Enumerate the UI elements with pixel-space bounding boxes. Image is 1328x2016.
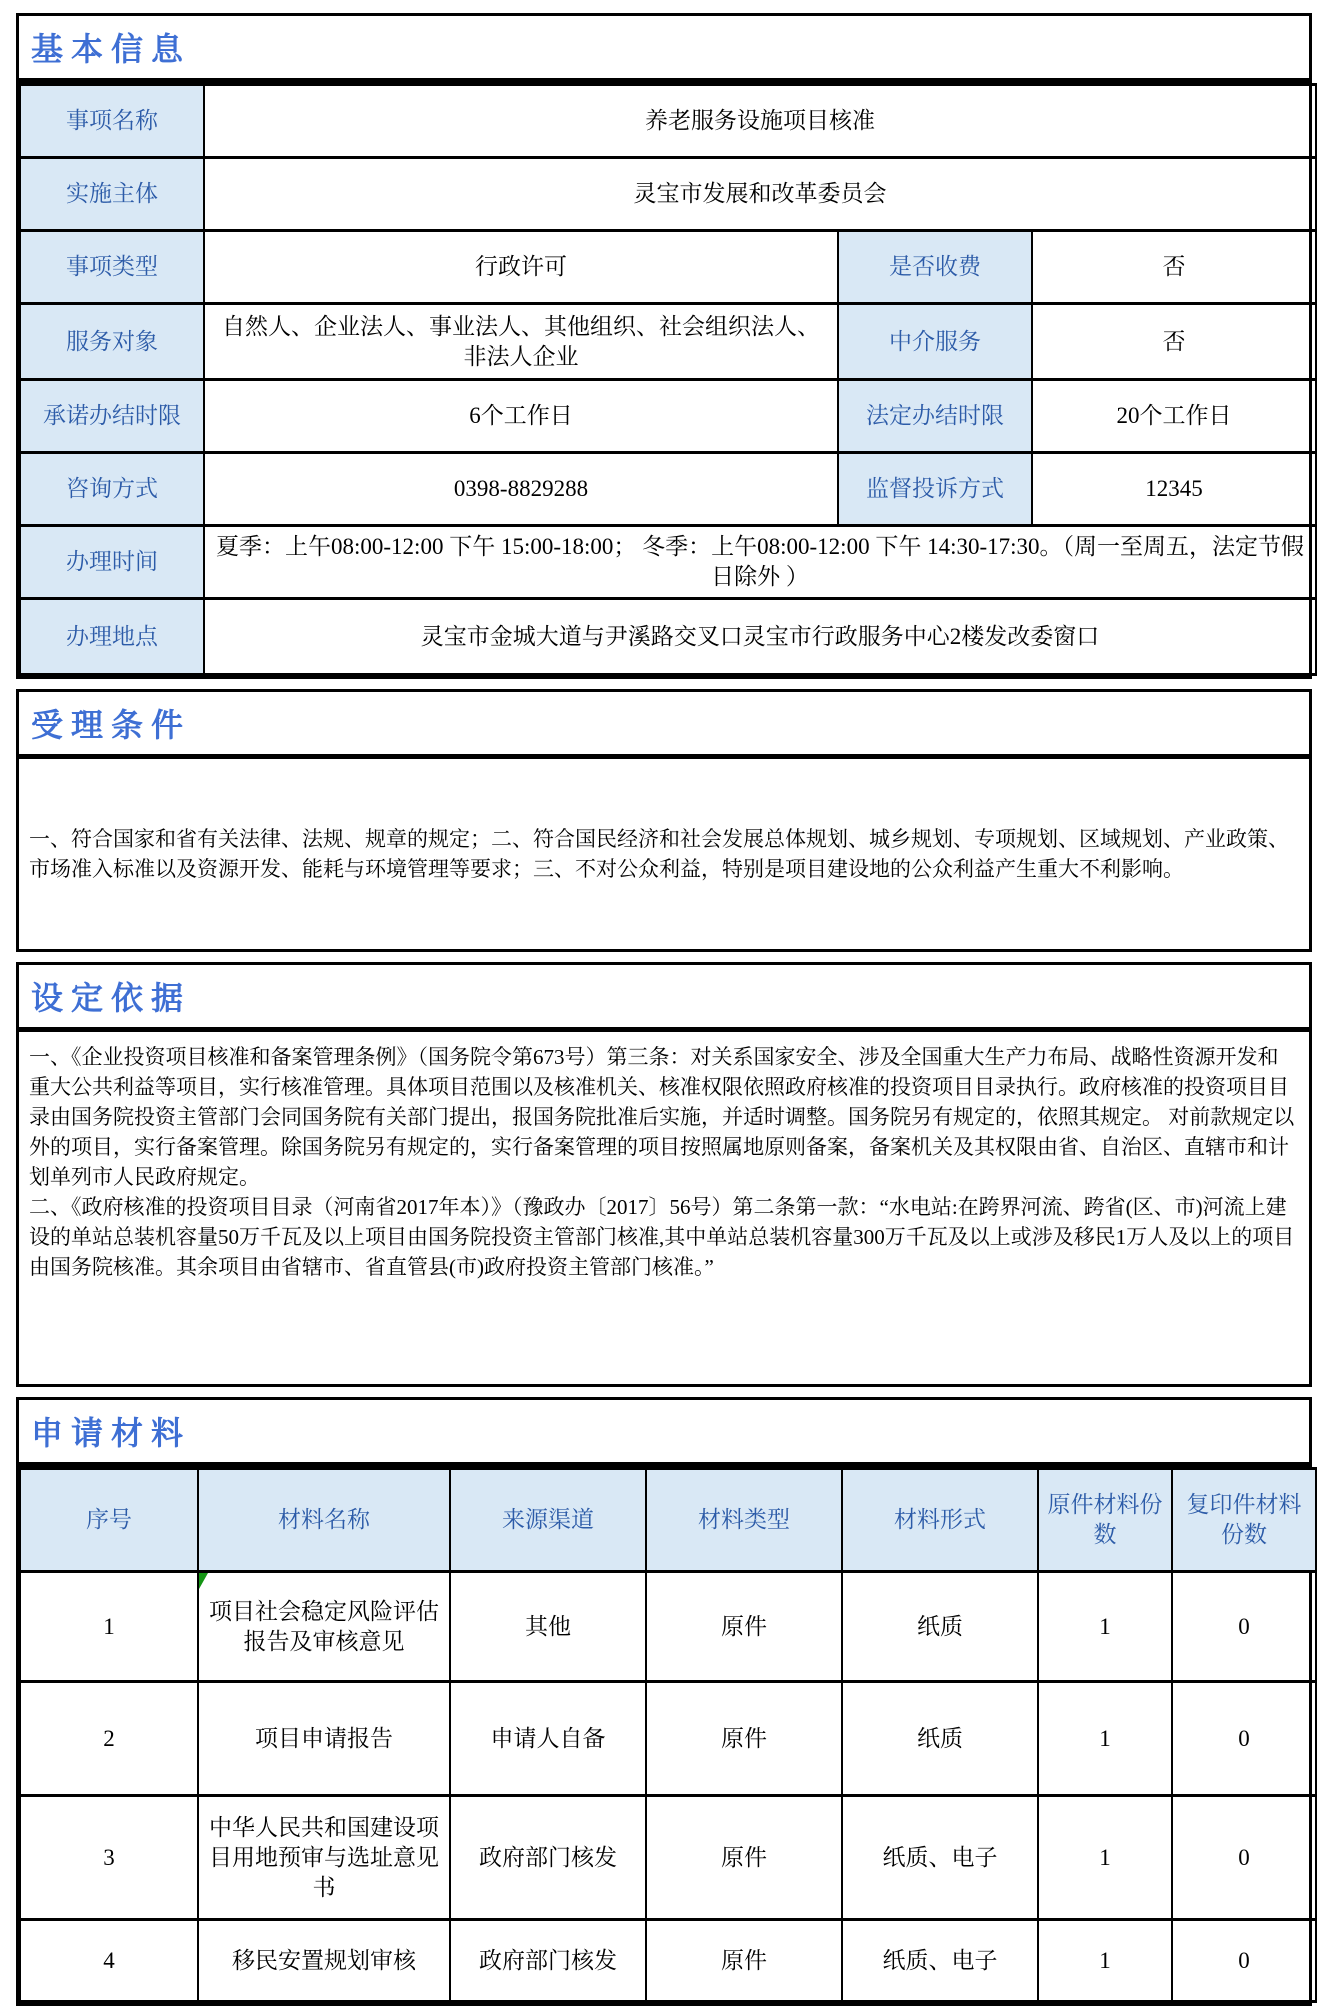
- field-label-item-name: 事项名称: [20, 85, 204, 158]
- material-3-original-copies: 1: [1038, 1796, 1172, 1920]
- field-value-promised-time: 6个工作日: [204, 380, 838, 453]
- col-header-original-copies: 原件材料份数: [1038, 1469, 1172, 1572]
- row-item-name: [20, 85, 1316, 158]
- field-label-intermediary: 中介服务: [838, 304, 1032, 380]
- field-label-promised-time: 承诺办结时限: [20, 380, 204, 453]
- material-1-photocopy-copies: 0: [1172, 1572, 1316, 1682]
- material-2-form: 纸质: [842, 1682, 1038, 1796]
- field-label-office-location: 办理地点: [20, 599, 204, 675]
- material-row-4: [20, 1920, 1316, 2002]
- material-1-name: [198, 1572, 450, 1682]
- acceptance-content: [19, 759, 1309, 949]
- field-label-supervise: 监督投诉方式: [838, 453, 1032, 526]
- material-4-photocopy-copies: 0: [1172, 1920, 1316, 2002]
- col-header-material-form: 材料形式: [842, 1469, 1038, 1572]
- section-title-materials: 申请材料: [19, 1400, 1309, 1467]
- material-4-index: 4: [20, 1920, 198, 2002]
- material-1-source: 其他: [450, 1572, 646, 1682]
- material-4-source: 政府部门核发: [450, 1920, 646, 2002]
- basic-info-section: [16, 13, 1312, 679]
- field-value-charge: 否: [1032, 231, 1316, 304]
- material-3-photocopy-copies: 0: [1172, 1796, 1316, 1920]
- material-3-form: 纸质、电子: [842, 1796, 1038, 1920]
- field-value-office-hours: 夏季：上午08:00-12:00 下午 15:00-18:00； 冬季：上午08:00-12:00 下午 14:30-17:30。（周一至周五，法定节假日除外 ）: [204, 526, 1316, 599]
- field-label-item-type: 事项类型: [20, 231, 204, 304]
- materials-header-row: [20, 1469, 1316, 1572]
- field-value-intermediary: 否: [1032, 304, 1316, 380]
- legal-basis-paragraph-2: 二、《政府核准的投资项目目录（河南省2017年本）》（豫政办〔2017〕56号）第二条第一款：“水电站:在跨界河流、跨省(区、市)河流上建设的单站总装机容量50万千瓦及以上项目由国务院投资主管部门核准,其中单站总装机容量300万千瓦及以上或涉及移民1万人及以上的项目由国务院核准。其余项目由省辖市、省直管县(市)政府投资主管部门核准。”: [29, 1195, 1295, 1279]
- section-title-legal-basis: 设定依据: [19, 965, 1309, 1032]
- field-value-legal-time: 20个工作日: [1032, 380, 1316, 453]
- col-header-source-channel: 来源渠道: [450, 1469, 646, 1572]
- material-2-source: 申请人自备: [450, 1682, 646, 1796]
- field-value-item-type: 行政许可: [204, 231, 838, 304]
- legal-basis-paragraph-1: 一、《企业投资项目核准和备案管理条例》（国务院令第673号）第三条：对关系国家安全、涉及全国重大生产力布局、战略性资源开发和重大公共利益等项目，实行核准管理。具体项目范围以及核准机关、核准权限依照政府核准的投资项目目录执行。政府核准的投资项目目录由国务院投资主管部门会同国务院有关部门提出，报国务院批准后实施，并适时调整。国务院另有规定的，依照其规定。 对前款规定以外的项目，实行备案管理。除国务院另有规定的，实行备案管理的项目按照属地原则备案，备案机关及其权限由省、自治区、直辖市和计划单列市人民政府规定。: [29, 1045, 1295, 1189]
- row-time-limits: [20, 380, 1316, 453]
- field-value-implementer: 灵宝市发展和改革委员会: [204, 158, 1316, 231]
- material-2-photocopy-copies: 0: [1172, 1682, 1316, 1796]
- material-2-original-copies: 1: [1038, 1682, 1172, 1796]
- material-1-original-copies: 1: [1038, 1572, 1172, 1682]
- material-row-1: [20, 1572, 1316, 1682]
- field-label-office-hours: 办理时间: [20, 526, 204, 599]
- material-2-type: 原件: [646, 1682, 842, 1796]
- service-info-page: [16, 13, 1312, 2006]
- col-header-index: 序号: [20, 1469, 198, 1572]
- row-office-hours: [20, 526, 1316, 599]
- section-title-basic-info: 基本信息: [19, 16, 1309, 83]
- col-header-photocopy-copies: 复印件材料份数: [1172, 1469, 1316, 1572]
- material-1-index: 1: [20, 1572, 198, 1682]
- material-2-name: 项目申请报告: [198, 1682, 450, 1796]
- field-label-legal-time: 法定办结时限: [838, 380, 1032, 453]
- field-label-service-target: 服务对象: [20, 304, 204, 380]
- material-row-3: [20, 1796, 1316, 1920]
- col-header-material-name: 材料名称: [198, 1469, 450, 1572]
- material-1-form: 纸质: [842, 1572, 1038, 1682]
- materials-table: [19, 1467, 1317, 2003]
- acceptance-paragraph: 一、符合国家和省有关法律、法规、规章的规定；二、符合国民经济和社会发展总体规划、城乡规划、专项规划、区域规划、产业政策、市场准入标准以及资源开发、能耗与环境管理等要求；三、不对公众利益，特别是项目建设地的公众利益产生重大不利影响。: [29, 827, 1289, 881]
- row-implementer: [20, 158, 1316, 231]
- material-3-type: 原件: [646, 1796, 842, 1920]
- material-4-type: 原件: [646, 1920, 842, 2002]
- materials-section: [16, 1397, 1312, 2006]
- basic-info-table: [19, 83, 1317, 676]
- material-4-original-copies: 1: [1038, 1920, 1172, 2002]
- field-label-charge: 是否收费: [838, 231, 1032, 304]
- section-title-acceptance: 受理条件: [19, 692, 1309, 759]
- row-office-location: [20, 599, 1316, 675]
- material-row-2: [20, 1682, 1316, 1796]
- material-3-source: 政府部门核发: [450, 1796, 646, 1920]
- row-item-type: [20, 231, 1316, 304]
- material-3-index: 3: [20, 1796, 198, 1920]
- acceptance-section: [16, 689, 1312, 952]
- green-corner-marker: [199, 1573, 208, 1589]
- material-4-form: 纸质、电子: [842, 1920, 1038, 2002]
- field-value-consult-phone: 0398-8829288: [204, 453, 838, 526]
- field-label-consult: 咨询方式: [20, 453, 204, 526]
- legal-basis-section: [16, 962, 1312, 1387]
- material-2-index: 2: [20, 1682, 198, 1796]
- material-4-name: 移民安置规划审核: [198, 1920, 450, 2002]
- material-1-name-text: 项目社会稳定风险评估报告及审核意见: [209, 1598, 439, 1654]
- field-value-service-target: 自然人、企业法人、事业法人、其他组织、社会组织法人、非法人企业: [204, 304, 838, 380]
- material-3-name: 中华人民共和国建设项目用地预审与选址意见书: [198, 1796, 450, 1920]
- field-value-supervise-phone: 12345: [1032, 453, 1316, 526]
- col-header-material-type: 材料类型: [646, 1469, 842, 1572]
- field-value-office-location: 灵宝市金城大道与尹溪路交叉口灵宝市行政服务中心2楼发改委窗口: [204, 599, 1316, 675]
- field-value-item-name: 养老服务设施项目核准: [204, 85, 1316, 158]
- material-1-type: 原件: [646, 1572, 842, 1682]
- field-label-implementer: 实施主体: [20, 158, 204, 231]
- row-service-target: [20, 304, 1316, 380]
- legal-basis-content: [19, 1032, 1309, 1384]
- row-contact: [20, 453, 1316, 526]
